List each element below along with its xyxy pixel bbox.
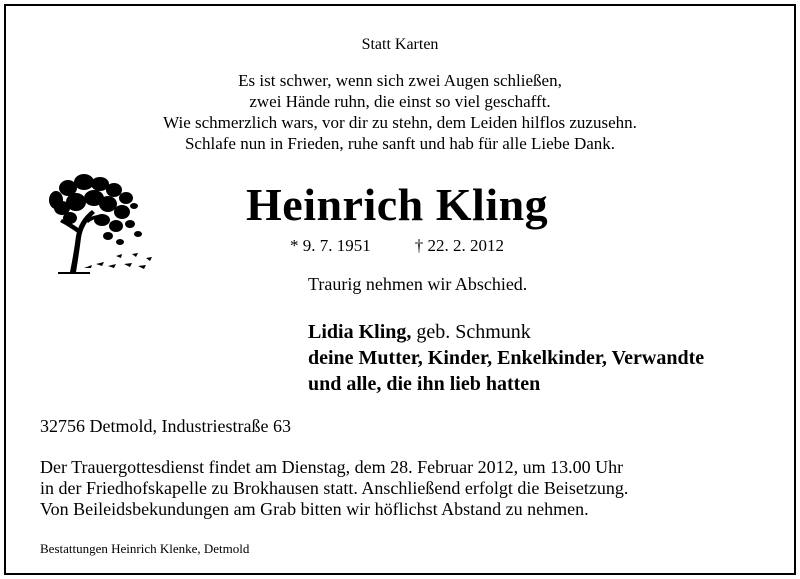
others-line: und alle, die ihn lieb hatten — [308, 373, 541, 395]
deceased-name: Heinrich Kling — [246, 179, 549, 230]
address: 32756 Detmold, Industriestraße 63 — [40, 416, 291, 436]
service-line: Der Trauergottesdienst findet am Dienstag, dem 28. Februar 2012, um 13.00 Uhr — [40, 457, 624, 477]
widow-maiden-name: geb. Schmunk — [411, 321, 531, 343]
obituary-notice — [4, 4, 796, 575]
poem-line: Wie schmerzlich wars, vor dir zu stehn, dem Leiden hilflos zuzusehn. — [163, 113, 637, 132]
mourner-line — [308, 345, 704, 371]
service-line: in der Friedhofskapelle zu Brokhausen statt. Anschließend erfolgt die Beisetzung. — [40, 478, 629, 498]
service-line: Von Beileidsbekundungen am Grab bitten wir höflichst Abstand zu nehmen. — [40, 499, 589, 519]
death-date: † 22. 2. 2012 — [414, 236, 504, 255]
mourners — [308, 319, 704, 397]
relatives-line: deine Mutter, Kinder, Enkelkinder, Verwandte — [308, 347, 705, 369]
windswept-tree-icon — [46, 172, 156, 277]
farewell-text: Traurig nehmen wir Abschied. — [308, 274, 528, 294]
service-info — [40, 457, 780, 520]
notice-heading: Statt Karten — [361, 36, 439, 53]
life-dates — [290, 236, 504, 256]
poem-line: Schlafe nun in Frieden, ruhe sanft und hab für alle Liebe Dank. — [184, 134, 616, 153]
poem-line: Es ist schwer, wenn sich zwei Augen schließen, — [238, 71, 562, 90]
undertaker: Bestattungen Heinrich Klenke, Detmold — [40, 541, 250, 556]
poem — [6, 70, 794, 154]
mourner-line — [308, 319, 704, 345]
poem-line: zwei Hände ruhn, die einst so viel geschafft. — [249, 92, 551, 111]
birth-date: * 9. 7. 1951 — [290, 236, 371, 255]
widow-name: Lidia Kling, — [308, 321, 412, 343]
mourner-line — [308, 371, 704, 397]
